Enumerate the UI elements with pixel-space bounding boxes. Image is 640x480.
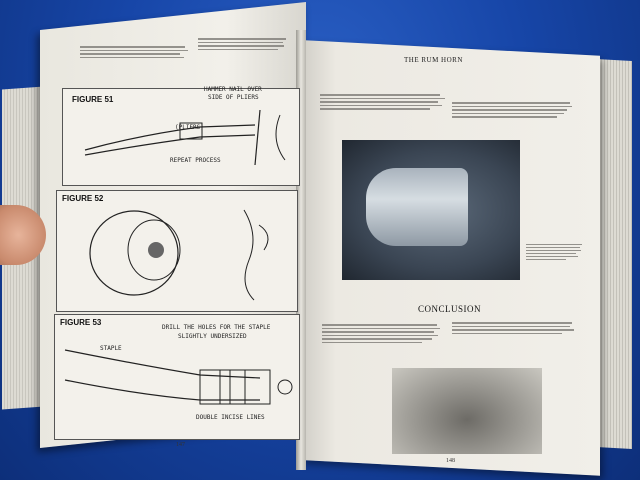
left-text-block <box>80 44 190 60</box>
figure-53-note-4: DOUBLE INCISE LINES <box>196 414 265 421</box>
battle-engraving <box>392 368 542 454</box>
conclusion-heading: CONCLUSION <box>418 304 482 314</box>
figure-53-drawing <box>60 340 296 420</box>
figure-51-note-3: (PLIERS) <box>175 124 204 131</box>
left-page-number: 147 <box>176 442 185 448</box>
figure-51-label: FIGURE 51 <box>72 95 114 104</box>
figure-51-note-1: HAMMER NAIL OVER <box>204 86 262 93</box>
figure-53-note-2: SLIGHTLY UNDERSIZED <box>178 333 247 340</box>
conclusion-text-col-1 <box>322 322 442 345</box>
right-text-col-2 <box>452 100 577 120</box>
running-head: THE RUM HORN <box>404 56 463 64</box>
conclusion-text-col-2 <box>452 320 577 336</box>
page-edges-right <box>596 59 632 449</box>
figure-53-label: FIGURE 53 <box>60 318 102 327</box>
rum-horn-object <box>366 168 468 246</box>
right-page-number: 148 <box>446 458 455 464</box>
photo-caption <box>526 242 586 262</box>
figure-51-drawing <box>80 105 290 175</box>
figure-53-note-1: DRILL THE HOLES FOR THE STAPLE <box>162 324 271 331</box>
figure-51-note-2: SIDE OF PLIERS <box>208 94 259 101</box>
figure-52-drawing <box>84 205 284 305</box>
left-text-block-2 <box>198 36 288 52</box>
figure-51-note-4: REPEAT PROCESS <box>170 157 221 164</box>
figure-53-note-3: STAPLE <box>100 345 122 352</box>
right-text-col-1 <box>320 92 450 112</box>
figure-52-label: FIGURE 52 <box>62 194 104 203</box>
